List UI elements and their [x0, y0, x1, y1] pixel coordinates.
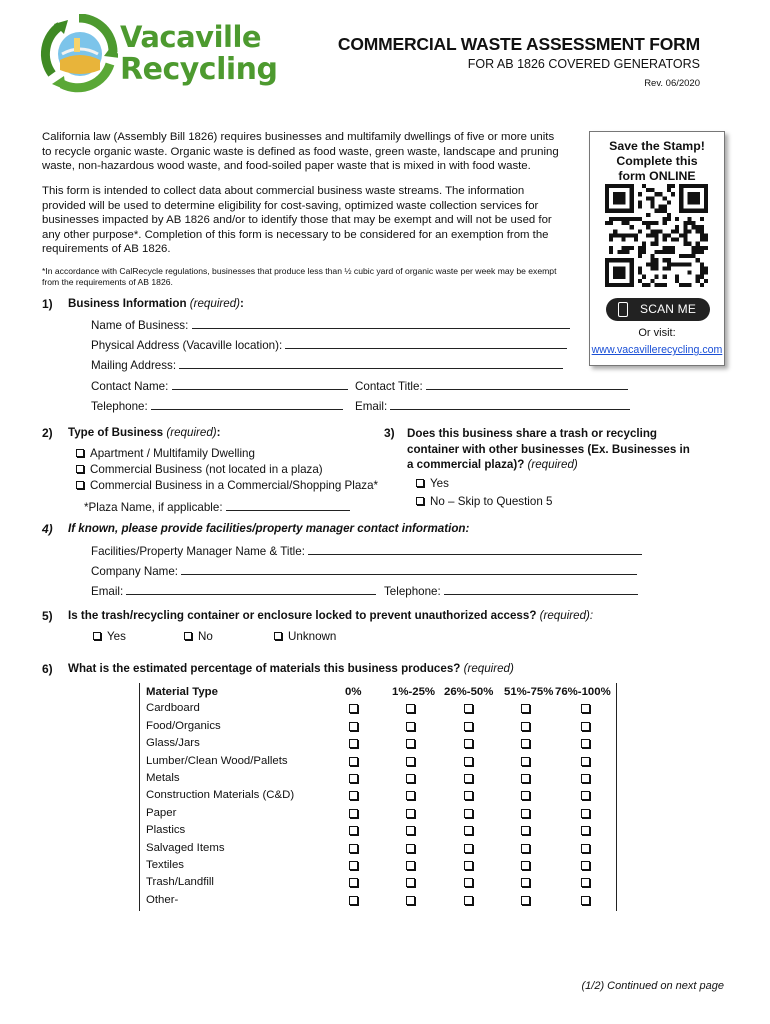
- checkbox[interactable]: [274, 632, 282, 640]
- checkbox[interactable]: [416, 497, 424, 505]
- table-header-row: [140, 683, 616, 700]
- company-name-row: [91, 564, 637, 578]
- locked-unknown[interactable]: [274, 630, 336, 643]
- percentage-checkbox[interactable]: [521, 826, 530, 835]
- intro-footnote: *In accordance with CalRecycle regulations, businesses that produce less than ½ cubic yard of organic waste per week may be exempt from the requirements of AB 1826.: [42, 266, 557, 287]
- percentage-checkbox[interactable]: [464, 826, 473, 835]
- callout-heading-line: Save the Stamp!: [609, 139, 705, 153]
- percentage-checkbox[interactable]: [464, 739, 473, 748]
- callout-heading-line: form ONLINE: [618, 169, 696, 183]
- business-type-option[interactable]: [76, 447, 255, 460]
- locked-yes[interactable]: [93, 630, 126, 643]
- section-2-colon: :: [216, 426, 221, 439]
- manager-email-field[interactable]: [126, 584, 376, 595]
- material-name: Other-: [146, 893, 179, 906]
- checkbox[interactable]: [93, 632, 101, 640]
- checkbox[interactable]: [76, 481, 84, 489]
- percentage-checkbox[interactable]: [581, 704, 590, 713]
- telephone-label: Telephone:: [91, 400, 148, 413]
- percentage-checkbox[interactable]: [581, 774, 590, 783]
- percentage-checkbox[interactable]: [349, 739, 358, 748]
- section-3-line: Does this business share a trash or recycling: [407, 427, 658, 440]
- section-6-heading: [68, 662, 514, 675]
- contact-name-label: Contact Name:: [91, 380, 169, 393]
- percentage-checkbox[interactable]: [581, 878, 590, 887]
- contact-title-field[interactable]: [426, 379, 628, 390]
- percentage-checkbox[interactable]: [406, 896, 415, 905]
- percentage-checkbox[interactable]: [521, 757, 530, 766]
- section-5-heading: [68, 609, 593, 622]
- percentage-checkbox[interactable]: [581, 791, 590, 800]
- section-3-number: 3): [384, 426, 395, 440]
- manager-name-field[interactable]: [308, 544, 642, 555]
- percentage-checkbox[interactable]: [406, 791, 415, 800]
- percentage-checkbox[interactable]: [581, 722, 590, 731]
- business-name-row: [91, 318, 570, 332]
- percentage-checkbox[interactable]: [464, 774, 473, 783]
- checkbox[interactable]: [416, 479, 424, 487]
- callout-heading-line: Complete this: [616, 154, 698, 168]
- percentage-checkbox[interactable]: [406, 739, 415, 748]
- section-3-line: a commercial plaza)?: [407, 458, 525, 471]
- contact-title-row: [355, 379, 628, 393]
- percentage-checkbox[interactable]: [349, 878, 358, 887]
- option-label: No – Skip to Question 5: [430, 495, 553, 508]
- percentage-checkbox[interactable]: [349, 791, 358, 800]
- percentage-checkbox[interactable]: [349, 722, 358, 731]
- section-1-number: 1): [42, 297, 53, 311]
- company-name-field[interactable]: [181, 564, 637, 575]
- section-2-title: Type of Business: [68, 426, 164, 439]
- option-label: Apartment / Multifamily Dwelling: [90, 447, 255, 460]
- contact-title-label: Contact Title:: [355, 380, 423, 393]
- manager-email-label: Email:: [91, 585, 124, 598]
- email-row: [355, 399, 630, 413]
- section-2-required: (required): [166, 426, 217, 439]
- percentage-checkbox[interactable]: [406, 878, 415, 887]
- section-5-title: Is the trash/recycling container or enclosure locked to prevent unauthorized access?: [68, 609, 537, 622]
- manager-telephone-field[interactable]: [444, 584, 638, 595]
- section-1-colon: :: [240, 297, 244, 310]
- plaza-name-field[interactable]: [226, 500, 350, 511]
- percentage-checkbox[interactable]: [581, 844, 590, 853]
- email-field[interactable]: [390, 399, 630, 410]
- table-row: [140, 822, 616, 839]
- percentage-checkbox[interactable]: [406, 704, 415, 713]
- percentage-checkbox[interactable]: [464, 722, 473, 731]
- percentage-checkbox[interactable]: [406, 774, 415, 783]
- manager-email-row: [91, 584, 376, 598]
- percentage-checkbox[interactable]: [521, 809, 530, 818]
- plaza-name-label: *Plaza Name, if applicable:: [84, 501, 223, 514]
- table-row: [140, 735, 616, 752]
- recycle-emblem-icon: [40, 14, 118, 94]
- checkbox[interactable]: [184, 632, 192, 640]
- header-76-100-percent: 76%-100%: [555, 686, 611, 698]
- table-row: [140, 892, 616, 909]
- plaza-name-row: [84, 500, 350, 514]
- percentage-checkbox[interactable]: [521, 791, 530, 800]
- header-26-50-percent: 26%-50%: [444, 686, 494, 698]
- contact-name-field[interactable]: [172, 379, 348, 390]
- percentage-checkbox[interactable]: [521, 896, 530, 905]
- email-label: Email:: [355, 400, 388, 413]
- material-name: Cardboard: [146, 702, 200, 715]
- logo-text-vacaville: Vacaville: [120, 20, 262, 54]
- percentage-checkbox[interactable]: [521, 722, 530, 731]
- table-row: [140, 770, 616, 787]
- section-2-heading: [68, 426, 221, 439]
- revision-date: Rev. 06/2020: [644, 78, 700, 89]
- percentage-checkbox[interactable]: [521, 774, 530, 783]
- percentage-checkbox[interactable]: [521, 878, 530, 887]
- table-row: [140, 840, 616, 857]
- percentage-checkbox[interactable]: [521, 861, 530, 870]
- material-name: Textiles: [146, 859, 184, 871]
- intro-paragraph-purpose: This form is intended to collect data about commercial business waste streams. The information provided will be used to determine eligibility for cost-saving, optimized waste collection services for businesses impacted by AB 1826 and/or to identify those that may be exempt and will not be used for any other purpose*. Completion of this form is necessary to be considered for an exemption from the requirements of AB 1826.: [42, 185, 552, 255]
- option-label: No: [198, 630, 213, 643]
- locked-no[interactable]: [184, 630, 213, 643]
- scan-me-label: SCAN ME: [640, 302, 697, 316]
- or-visit-label: Or visit:: [638, 327, 676, 339]
- shared-container-no[interactable]: [416, 495, 552, 508]
- percentage-checkbox[interactable]: [349, 757, 358, 766]
- form-title: COMMERCIAL WASTE ASSESSMENT FORM: [337, 34, 700, 54]
- percentage-checkbox[interactable]: [349, 704, 358, 713]
- percentage-checkbox[interactable]: [464, 791, 473, 800]
- scan-me-button[interactable]: [606, 298, 710, 321]
- phone-icon: [618, 302, 628, 317]
- percentage-checkbox[interactable]: [464, 896, 473, 905]
- material-name: Trash/Landfill: [146, 876, 214, 889]
- material-name: Paper: [146, 806, 177, 819]
- section-4-title: If known, please provide facilities/property manager contact information:: [68, 522, 470, 535]
- table-row: [140, 718, 616, 735]
- percentage-checkbox[interactable]: [464, 809, 473, 818]
- section-5-number: 5): [42, 609, 53, 623]
- section-3-heading: [407, 426, 690, 473]
- header-0-percent: 0%: [345, 686, 362, 698]
- company-name-label: Company Name:: [91, 565, 178, 578]
- material-name: Salvaged Items: [146, 841, 225, 854]
- table-row: [140, 753, 616, 770]
- shared-container-yes[interactable]: [416, 477, 449, 490]
- section-1-required: (required): [189, 297, 241, 310]
- form-subtitle: FOR AB 1826 COVERED GENERATORS: [467, 57, 700, 71]
- telephone-row: [91, 399, 343, 413]
- section-6-number: 6): [42, 662, 53, 676]
- material-name: Metals: [146, 772, 180, 784]
- percentage-checkbox[interactable]: [406, 809, 415, 818]
- physical-address-label: Physical Address (Vacaville location):: [91, 339, 283, 352]
- mailing-address-label: Mailing Address:: [91, 359, 177, 372]
- business-name-label: Name of Business:: [91, 319, 189, 332]
- table-row: [140, 805, 616, 822]
- option-label: Unknown: [288, 630, 337, 643]
- percentage-checkbox[interactable]: [521, 704, 530, 713]
- section-5-required: (required):: [539, 609, 594, 622]
- section-6-required: (required): [463, 662, 514, 675]
- table-row: [140, 700, 616, 717]
- material-name: Food/Organics: [146, 719, 221, 732]
- percentage-checkbox[interactable]: [464, 757, 473, 766]
- checkbox[interactable]: [76, 465, 84, 473]
- section-3-line: container with other businesses (Ex. Businesses in: [407, 442, 690, 456]
- percentage-checkbox[interactable]: [521, 739, 530, 748]
- logo-text-recycling: Recycling: [120, 52, 278, 87]
- percentage-checkbox[interactable]: [581, 757, 590, 766]
- manager-telephone-label: Telephone:: [384, 585, 441, 598]
- manager-name-row: [91, 544, 642, 558]
- percentage-checkbox[interactable]: [406, 722, 415, 731]
- manager-telephone-row: [384, 584, 638, 598]
- business-name-field[interactable]: [192, 318, 570, 329]
- percentage-checkbox[interactable]: [406, 844, 415, 853]
- vacaville-recycling-logo: [40, 14, 290, 96]
- table-row: [140, 787, 616, 804]
- percentage-checkbox[interactable]: [406, 757, 415, 766]
- section-3-required: (required): [527, 458, 578, 471]
- mailing-address-field[interactable]: [179, 358, 563, 369]
- callout-heading: [590, 139, 724, 184]
- qr-code-icon[interactable]: [605, 184, 708, 287]
- section-1-title: Business Information: [68, 297, 187, 310]
- header-1-25-percent: 1%-25%: [392, 686, 436, 698]
- percentage-checkbox[interactable]: [581, 896, 590, 905]
- percentage-checkbox[interactable]: [581, 826, 590, 835]
- section-6-title: What is the estimated percentage of materials this business produces?: [68, 662, 461, 675]
- mailing-address-row: [91, 358, 563, 372]
- option-label: Yes: [107, 630, 126, 643]
- material-name: Construction Materials (C&D): [146, 789, 295, 802]
- table-row: [140, 874, 616, 891]
- percentage-checkbox[interactable]: [349, 774, 358, 783]
- header-51-75-percent: 51%-75%: [504, 686, 554, 698]
- percentage-checkbox[interactable]: [464, 844, 473, 853]
- material-name: Lumber/Clean Wood/Pallets: [146, 754, 288, 767]
- contact-name-row: [91, 379, 348, 393]
- percentage-checkbox[interactable]: [406, 826, 415, 835]
- material-name: Plastics: [146, 824, 186, 837]
- percentage-checkbox[interactable]: [464, 861, 473, 870]
- telephone-field[interactable]: [151, 399, 343, 410]
- table-row: [140, 857, 616, 874]
- percentage-checkbox[interactable]: [464, 878, 473, 887]
- option-label: Commercial Business in a Commercial/Shopping Plaza*: [90, 479, 379, 492]
- header-material-type: Material Type: [146, 686, 218, 698]
- continued-note: (1/2) Continued on next page: [581, 980, 724, 992]
- percentage-checkbox[interactable]: [581, 809, 590, 818]
- percentage-checkbox[interactable]: [349, 844, 358, 853]
- percentage-checkbox[interactable]: [349, 896, 358, 905]
- business-type-option[interactable]: [76, 479, 378, 492]
- percentage-checkbox[interactable]: [464, 704, 473, 713]
- percentage-checkbox[interactable]: [349, 826, 358, 835]
- percentage-checkbox[interactable]: [349, 809, 358, 818]
- percentage-checkbox[interactable]: [521, 844, 530, 853]
- business-type-option[interactable]: [76, 463, 323, 476]
- checkbox[interactable]: [76, 449, 84, 457]
- material-percentage-table: [139, 683, 617, 911]
- physical-address-row: [91, 338, 567, 352]
- online-form-callout: [589, 131, 725, 366]
- physical-address-field[interactable]: [285, 338, 567, 349]
- website-link[interactable]: www.vacavillerecycling.com: [591, 344, 723, 356]
- percentage-checkbox[interactable]: [349, 861, 358, 870]
- material-name: Glass/Jars: [146, 737, 200, 750]
- section-4-number: 4): [42, 522, 53, 536]
- section-1-heading: [68, 297, 244, 310]
- option-label: Commercial Business (not located in a plaza): [90, 463, 323, 476]
- percentage-checkbox[interactable]: [581, 739, 590, 748]
- percentage-checkbox[interactable]: [581, 861, 590, 870]
- percentage-checkbox[interactable]: [406, 861, 415, 870]
- section-2-number: 2): [42, 426, 53, 440]
- manager-name-label: Facilities/Property Manager Name & Title:: [91, 545, 305, 558]
- option-label: Yes: [430, 477, 449, 490]
- intro-paragraph-law: California law (Assembly Bill 1826) requires businesses and multifamily dwellings of five or more units to recycle organic waste. Organic waste is defined as food waste, green waste, landscape and pruning waste, non-hazardous wood waste, and food-soiled paper waste that is mixed in with food waste.: [42, 131, 559, 172]
